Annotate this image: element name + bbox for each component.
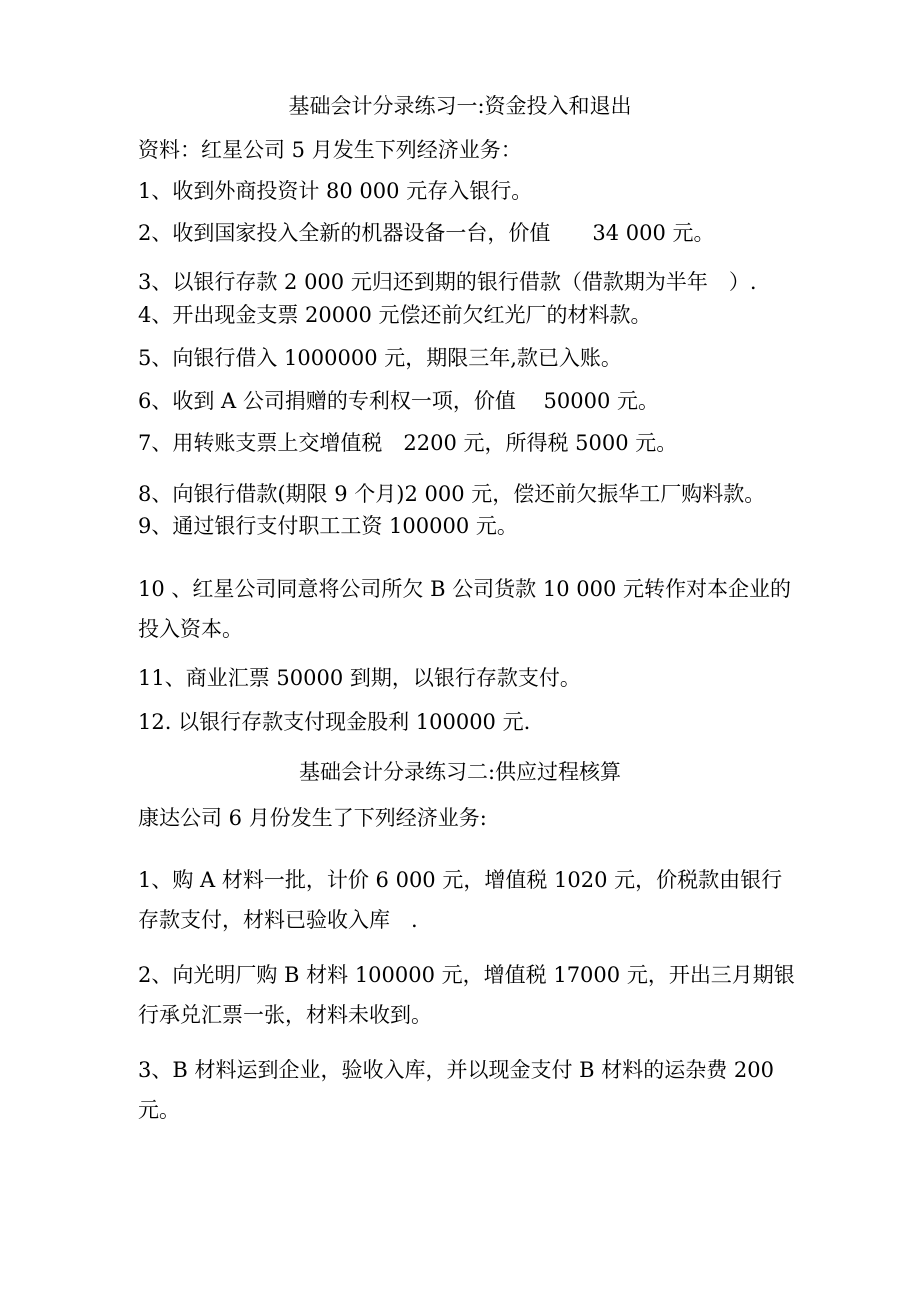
exercise2-item-2: 2、向光明厂购 B 材料 100000 元，增值税 17000 元，开出三月期银行承兑汇票一张，材料未收到。 [138,963,795,1027]
exercise1-item-11: 11、商业汇票 50000 到期，以银行存款支付。 [138,666,581,690]
exercise1-item-2: 2、收到国家投入全新的机器设备一台，价值 34 000 元。 [138,221,715,245]
exercise2-item-3: 3、B 材料运到企业，验收入库，并以现金支付 B 材料的运杂费 200 元。 [138,1058,775,1122]
exercise1-item-9: 9、通过银行支付职工工资 100000 元。 [138,514,518,538]
exercise2-intro: 康达公司 6 月份发生了下列经济业务: [138,806,487,830]
exercise1-item-12: 12. 以银行存款支付现金股利 100000 元. [138,710,531,734]
exercise1-item-3: 3、以银行存款 2 000 元归还到期的银行借款（借款期为半年 ）. [138,270,757,294]
exercise1-item-6: 6、收到 A 公司捐赠的专利权一项，价值 50000 元。 [138,389,660,413]
exercise2-title: 基础会计分录练习二:供应过程核算 [298,760,622,784]
exercise1-item-5: 5、向银行借入 1000000 元，期限三年,款已入账。 [138,346,622,370]
exercise1-title: 基础会计分录练习一:资金投入和退出 [288,94,632,118]
exercise1-item-8: 8、向银行借款(期限 9 个月)2 000 元，偿还前欠振华工厂购料款。 [138,482,766,506]
exercise1-item-4: 4、开出现金支票 20000 元偿还前欠红光厂的材料款。 [138,303,652,327]
exercise1-item-7: 7、用转账支票上交增值税 2200 元，所得税 5000 元。 [138,431,678,455]
exercise1-item-10: 10 、红星公司同意将公司所欠 B 公司货款 10 000 元转作对本企业的投入资本。 [138,577,792,641]
exercise1-intro: 资料：红星公司 5 月发生下列经济业务： [138,138,522,162]
exercise1-item-1: 1、收到外商投资计 80 000 元存入银行。 [138,179,533,203]
exercise2-item-1: 1、购 A 材料一批，计价 6 000 元，增值税 1020 元，价税款由银行存款支付，材料已验收入库 . [138,868,783,932]
